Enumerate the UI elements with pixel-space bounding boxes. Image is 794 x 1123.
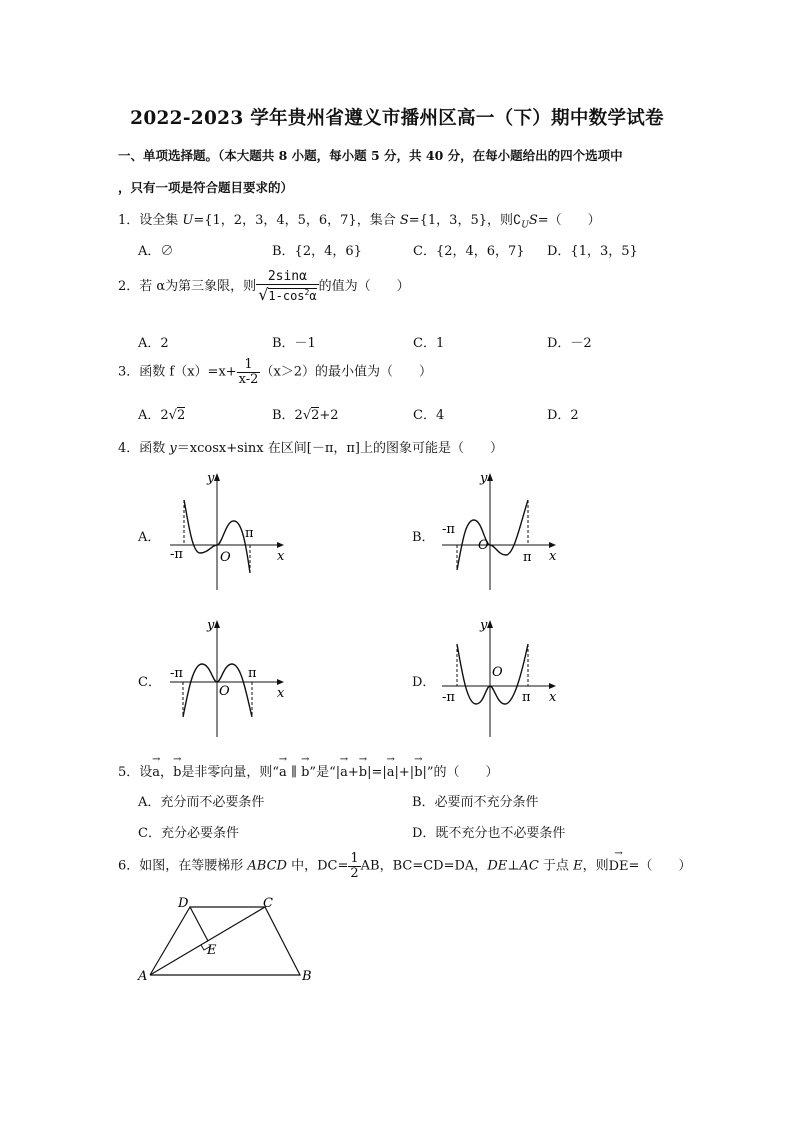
q3-fraction (237, 358, 261, 386)
q2-text: 2．若 α为第三象限，则 (118, 279, 257, 295)
question-6 (118, 852, 691, 880)
graph-b[interactable] (432, 465, 567, 595)
q6-fraction (348, 852, 360, 880)
q2-numerator: 2sinα (256, 270, 318, 285)
q3-text-end: （x＞2）的最小值为（ ） (260, 364, 433, 380)
graph-d[interactable] (432, 612, 567, 742)
q1-var-s2: S (528, 213, 538, 228)
q5-comma: ， (160, 765, 174, 780)
q4-option-b[interactable]: B． (412, 530, 435, 545)
q2-option-a[interactable]: A．2 (138, 336, 169, 351)
q6-vec-de: → DE (609, 860, 629, 873)
q5-eq: |=| (367, 765, 387, 780)
graph-b-origin: O (478, 538, 489, 553)
q4-option-c[interactable]: C． (138, 675, 161, 690)
sqrt-icon: √ (258, 284, 269, 304)
q3-option-b[interactable] (272, 404, 339, 423)
q2-den-pre: 1-cos (268, 288, 305, 303)
q1-text-end: =（ ） (537, 213, 601, 228)
q2-den-post: α (309, 288, 317, 303)
graph-c-neg-pi: -π (170, 666, 183, 681)
q3-denominator: x-2 (238, 371, 259, 387)
q5-parallel: ∥ (286, 765, 302, 780)
q4-text-mid: ＝xcosx+sinx 在区间[－π，π]上的图象可能是（ ） (176, 441, 503, 456)
graph-a[interactable] (160, 465, 295, 595)
q1-option-b[interactable]: B．{2，4，6} (272, 244, 362, 259)
q3-numerator: 1 (237, 358, 261, 373)
q5-option-a[interactable]: A．充分而不必要条件 (138, 795, 265, 810)
q5-option-d[interactable]: D．既不充分也不必要条件 (412, 826, 566, 841)
question-5 (118, 761, 499, 780)
graph-a-origin: O (220, 550, 231, 565)
label-a: A (138, 969, 148, 984)
graph-a-pi: π (245, 526, 254, 541)
q5-sum-a: → a (340, 765, 348, 780)
q1-text-mid: ={1，2，3，4，5，6，7}，集合 (193, 213, 400, 228)
q3-option-d[interactable]: D．2 (547, 408, 579, 423)
q1-var-s: S (399, 213, 409, 228)
graph-a-x-label: x (277, 549, 285, 564)
q3-option-a[interactable] (138, 404, 185, 423)
label-b: B (302, 969, 312, 984)
q6-abcd: ABCD (247, 858, 287, 874)
question-4 (118, 437, 503, 456)
section-heading-line2: ，只有一项是符合题目要求的） (118, 180, 294, 195)
q4-option-d[interactable]: D． (412, 675, 436, 690)
question-3 (118, 358, 432, 386)
q5-text: 5．设 (118, 765, 153, 780)
q6-de-ac: DE⊥AC (487, 858, 539, 874)
label-e: E (207, 943, 217, 958)
q3-option-b-tail: +2 (319, 408, 339, 423)
graph-c-pi: π (248, 666, 257, 681)
q6-text-mid4: ，则 (582, 858, 609, 874)
question-1 (118, 209, 601, 231)
q5-option-c[interactable]: C．充分必要条件 (138, 826, 239, 841)
q5-sum-b: → b (359, 765, 367, 780)
graph-c-x-label: x (277, 686, 285, 701)
graph-d-origin: O (492, 665, 503, 680)
q1-text: 1．设全集 (118, 213, 183, 228)
graph-b-y-label: y (480, 471, 488, 486)
q6-text-end: =（ ） (628, 858, 692, 874)
q1-option-a[interactable]: A．∅ (138, 244, 174, 259)
q6-point-e: E (573, 858, 583, 874)
question-2 (118, 270, 410, 303)
q3-option-a-label: A．2 (138, 408, 169, 423)
q2-option-d[interactable]: D．－2 (547, 336, 592, 351)
q3-option-c[interactable]: C．4 (413, 408, 445, 423)
q5-vec-b: → b (173, 765, 181, 780)
q5-option-b[interactable]: B．必要而不充分条件 (412, 795, 539, 810)
graph-d-pi: π (522, 690, 531, 705)
q5-rhs-plus: |+| (394, 765, 415, 780)
label-d: D (178, 896, 189, 911)
q2-den-exp: 2 (304, 287, 310, 297)
graph-b-x-label: x (549, 549, 557, 564)
q3-option-b-root: 2 (311, 408, 320, 423)
q5-rhs-a: → a (387, 765, 395, 780)
q5-text-end: |”的（ ） (422, 765, 499, 780)
page-title: 2022-2023 学年贵州省遵义市播州区高一（下）期中数学试卷 (130, 108, 664, 129)
q3-text: 3．函数 f（x）=x+ (118, 364, 237, 380)
graph-b-neg-pi: -π (442, 522, 455, 537)
q2-option-c[interactable]: C．1 (413, 336, 445, 351)
q4-var-y: y (169, 441, 177, 456)
q2-option-b[interactable]: B．－1 (272, 336, 316, 351)
q6-text-mid2: AB，BC=CD=DA， (360, 858, 488, 874)
sqrt-icon: √ (302, 408, 312, 423)
trapezoid-figure[interactable] (135, 890, 325, 990)
q6-text-mid3: 于点 (538, 858, 574, 874)
graph-d-y-label: y (480, 618, 488, 633)
q2-text-end: 的值为（ ） (318, 279, 410, 295)
graph-c-origin: O (219, 684, 230, 699)
q5-text-mid: 是非零向量，则“ (181, 765, 280, 780)
q1-text-mid2: ={1，3，5}，则 (408, 213, 513, 228)
q5-par-a: → a (279, 765, 287, 780)
q5-rhs-b: → b (414, 765, 422, 780)
q1-complement-symbol: ∁ (513, 213, 522, 228)
graph-a-neg-pi: -π (170, 547, 183, 562)
label-c: C (263, 896, 273, 911)
graph-b-pi: π (523, 550, 532, 565)
graph-c[interactable] (160, 612, 295, 742)
q6-numerator: 1 (350, 851, 359, 866)
q2-denominator (256, 285, 318, 304)
section-heading-line1: 一、单项选择题。（本大题共 8 小题，每小题 5 分，共 40 分，在每小题给出的四个选项中 (118, 148, 623, 163)
q5-text-mid2: ”是“| (309, 765, 341, 780)
q3-option-a-root: 2 (176, 408, 186, 423)
q3-option-b-label: B．2 (272, 408, 303, 423)
q1-option-d[interactable]: D．{1，3，5} (547, 244, 638, 259)
q5-vec-a: → a (152, 765, 160, 780)
q4-option-a[interactable]: A． (138, 530, 161, 545)
q1-complement-sub: U (521, 220, 529, 231)
q5-plus: + (347, 765, 359, 780)
q6-text: 6．如图，在等腰梯形 (118, 858, 248, 874)
q1-option-c[interactable]: C．{2，4，6，7} (413, 244, 525, 259)
graph-a-y-label: y (207, 471, 215, 486)
q6-denominator: 2 (350, 865, 359, 881)
q1-var-u: U (182, 213, 194, 228)
q2-fraction (256, 270, 318, 303)
graph-d-neg-pi: -π (442, 690, 455, 705)
q5-par-b: → b (301, 765, 309, 780)
q4-text: 4．函数 (118, 441, 170, 456)
q6-text-mid: 中，DC= (286, 858, 349, 874)
graph-c-y-label: y (207, 618, 215, 633)
graph-d-x-label: x (549, 690, 557, 705)
sqrt-icon: √ (168, 408, 177, 423)
